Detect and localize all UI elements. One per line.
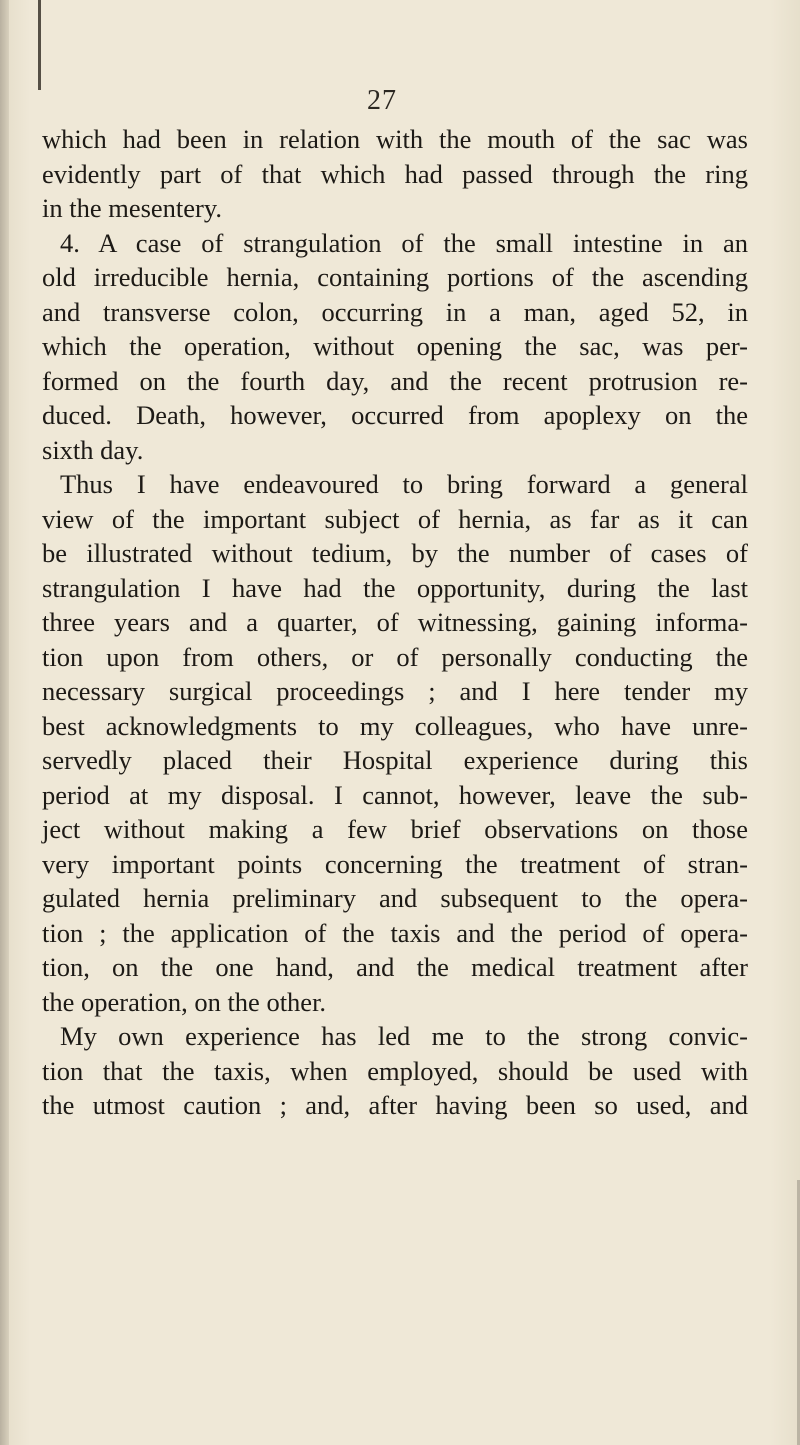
text-line: which had been in relation with the mouth of the sac was: [42, 124, 748, 154]
text-line: gulated hernia preliminary and subsequent to the opera-: [42, 883, 748, 913]
text-line: period at my disposal. I cannot, however, leave the sub-: [42, 779, 748, 810]
text-line: be illustrated without tedium, by the number of cases of: [42, 538, 748, 568]
text-line: tion upon from others, or of personally conducting the: [42, 641, 748, 672]
text-line: servedly placed their Hospital experience during this: [42, 745, 748, 775]
text-line: view of the important subject of hernia, as far as it can: [42, 503, 748, 534]
page-number: 27: [367, 85, 397, 116]
text-line: duced. Death, however, occurred from apoplexy on the: [42, 400, 748, 430]
text-line: the operation, on the other.: [42, 986, 327, 1017]
binding-shadow: [38, 0, 41, 90]
text-line: 4. A case of strangulation of the small intestine in an: [60, 227, 748, 258]
text-line: ject without making a few brief observations on those: [42, 814, 748, 844]
text-line: three years and a quarter, of witnessing, gaining informa-: [42, 607, 748, 637]
text-line: evidently part of that which had passed through the ring: [42, 158, 748, 189]
text-line: very important points concerning the treatment of stran-: [42, 848, 748, 879]
text-line: best acknowledgments to my colleagues, who have unre-: [42, 710, 748, 741]
text-line: the utmost caution ; and, after having been so used, and: [42, 1090, 748, 1120]
text-line: which the operation, without opening the sac, was per-: [42, 331, 748, 361]
text-line: old irreducible hernia, containing portions of the ascending: [42, 262, 748, 292]
text-line: formed on the fourth day, and the recent protrusion re-: [42, 365, 748, 396]
text-line: Thus I have endeavoured to bring forward a general: [60, 469, 748, 499]
text-line: tion, on the one hand, and the medical treatment after: [42, 952, 748, 982]
text-line: tion ; the application of the taxis and the period of opera-: [42, 917, 748, 948]
text-line: necessary surgical proceedings ; and I here tender my: [42, 676, 748, 706]
text-line: strangulation I have had the opportunity, during the last: [42, 572, 748, 603]
page-gutter: [0, 0, 9, 1445]
text-line: tion that the taxis, when employed, should be used with: [42, 1055, 748, 1086]
text-line: My own experience has led me to the strong convic-: [60, 1021, 748, 1051]
text-line: in the mesentery.: [42, 193, 223, 223]
text-line: and transverse colon, occurring in a man, aged 52, in: [42, 296, 748, 327]
text-line: sixth day.: [42, 434, 144, 465]
